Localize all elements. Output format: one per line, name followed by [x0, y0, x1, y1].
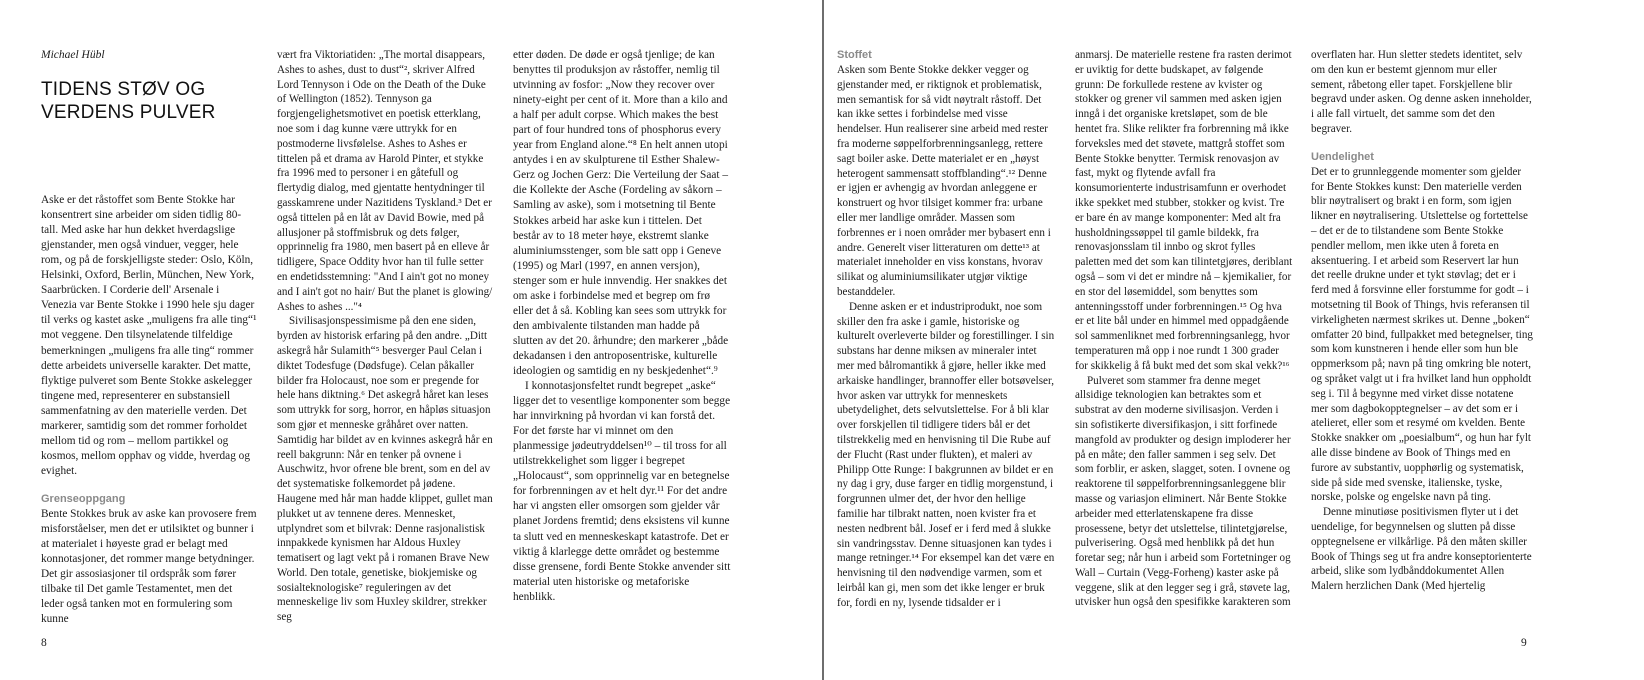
page-number-right: 9 — [1521, 637, 1527, 649]
body-paragraph: Denne minutiøse positivismen flyter ut i det uendelige, for begynnelsen og slutten på disse opptegnelsene er vilkårlige. På den måten skiller Book of Things seg ut fra andre konseptorienterte arbeid, slike som lydbånddokumentet Allen Malern herzlichen Dank (Med hjertelig — [1311, 506, 1532, 593]
body-paragraph: Asken som Bente Stokke dekker vegger og gjenstander med, er riktignok et problematisk, men semantisk for så vidt nøytralt råstoff. Det kan ikke settes i forbindelse med visse hendelser. Hun realiserer sine arbeid med rester fra moderne søppelforbrenningsanlegg, rettere sagt boiler aske. Dette materialet er en „høyst heterogent sammensatt stoffblanding“.¹² Denne er igjen er avhengig av hvordan anleggene er konstruert og hvor tilsiget kommer fra: urbane eller mer landlige områder. Massen som forbrennes er i noen områder mer bybasert enn i andre. Generelt viser litteraturen om dette¹³ at materialet inneholder en viss konstans, hvorav silikat og aluminiumsilikater utgjør viktige bestanddeler. — [837, 64, 1051, 298]
page-number-left: 8 — [41, 637, 47, 649]
right-page — [824, 0, 1644, 680]
right-column-3 — [1311, 48, 1533, 594]
right-column-2 — [1075, 48, 1293, 610]
body-paragraph: Pulveret som stammer fra denne meget allsidige teknologien kan betraktes som et substrat av den moderne sivilisasjon. Verden i sin sofistikerte diversifikasjon, i sitt forfinede mangfold av produkter og design imploderer her på en måte; den faller sammen i seg selv. Det som forblir, er asken, slagget, soten. I ovnene og reaktorene til søppelforbrenningsanleggene blir masse og variasjon eliminert. Når Bente Stokke arbeider med etterlatenskapene fra disse prosessene, betyr det utslettelse, tilintetgjørelse, pulverisering. Også med henblikk på det hun foretar seg; når hun i arbeid som Fortetninger og Wall – Curtain (Vegg-Forheng) kaster aske på veggene, slik at den legger seg i grå, støvete lag, utvisker hun også den spesifikke karakteren som — [1075, 374, 1291, 609]
body-paragraph: overflaten har. Hun sletter stedets identitet, selv om den kun er bestemt gjennom mur eller sement, råbetong eller tapet. Forskjellene blir begravd under asken. Og denne asken inneholder, i alle fall virtuelt, det samme som det den begraver. — [1311, 49, 1532, 135]
section-heading-grenseoppgang: Grenseoppgang — [41, 492, 126, 505]
right-column-1 — [837, 48, 1055, 610]
article-title-line-1: TIDENS STØV OG — [41, 79, 206, 101]
left-column-2 — [277, 48, 493, 625]
body-paragraph: Aske er det råstoffet som Bente Stokke har konsentrert sine arbeider om siden tidlig 80-tall. Med aske har hun dekket hverdagslige gjenstander, men også vinduer, vegger, hele rom, og på de forskjelligste steder: Oslo, Köln, Helsinki, Oxford, Berlin, München, New York, Saarbrücken. I Corderie dell' Arsenale i Venezia var Bente Stokke i 1990 hele sju dager til verks og kastet aske „muligens fra alle ting“¹ mot veggene. Den tilsynelatende tilfeldige bemerkningen „muligens fra alle ting“ rommer dette arbeidets universelle karakter. Det matte, flyktige pulveret som Bente Stokke askelegger tingene med, representerer en substansiell sammenfatning av den materielle verden. Det markerer, samtidig som det rommer forholdet mellom tid og rom – mellom partikkel og kosmos, mellom opphav og vidde, hverdag og evighet. — [41, 194, 257, 477]
body-paragraph: I konnotasjonsfeltet rundt begrepet „aske“ ligger det to vesentlige komponenter som begge har innvirkning på hvordan vi kan forstå det. For det første har vi minnet om den planmessige jødeutryddelsen¹⁰ – til tross for all utilstrekkelighet som ligger i begrepet „Holocaust“, som opprinnelig var en betegnelse for forbrenningen av et helt dyr.¹¹ For det andre har vi angsten eller omsorgen som gjelder vår planet Jordens fremtid; dens eksistens vil kunne ta slutt ved en menneskeskapt katastrofe. Det er viktig å klarlegge dette området og bestemme disse grensene, fordi Bente Stokke anvender sitt material uten historiske og metaforiske henblikk. — [513, 380, 731, 603]
section-heading-stoffet: Stoffet — [837, 49, 872, 61]
body-paragraph: anmarsj. De materielle restene fra rasten derimot er uviktig for dette budskapet, av følgende grunn: De forkullede restene av kvister og stokker og grener vil sammen med asken igjen inngå i det organiske kretsløpet, som de ble hentet fra. Slike relikter fra forbrenning må ikke forveksles med det støvete, mattgrå stoffet som Bente Stokke benytter. Termisk renovasjon av fast, mykt og flytende avfall fra konsumorienterte industrisamfunn er overhodet ikke spekket med stubber, stokker og kvist. Tre er bare én av mange komponenter: Med alt fra husholdningssøppel til gamle bildekk, fra renovasjonsslam til innbo og skrot fylles paletten med det som kan tilintetgjøres, deriblant også – som vi det er mindre nå – kjemikalier, for en stor del løsemiddel, som benyttes som antenningsstoff under forbrenningen.¹⁵ Og hva er et lite bål under en himmel med oppadgående sol sammenliknet med forbrenningsanlegg, hvor temperaturen må opp i noe rundt 1 300 grader for skikkelig å få bukt med det som skal vekk?¹⁶ — [1075, 49, 1293, 372]
article-title-line-2: VERDENS PULVER — [41, 102, 216, 124]
body-paragraph: Det er to grunnleggende momenter som gjelder for Bente Stokkes kunst: Den materielle verden blir nøytralisert og brakt i en form, som igjen likner en nøytralisering. Utslettelse og fortettelse – det er de to tilstandene som Bente Stokke pendler mellom, men ikke uten å foreta en aksentuering. I et arbeid som Reservert lar hun det reelle drukne under et tykt støvlag; det er i ferd med å forsvinne eller forstumme for godt – i motsetning til Book of Things, hvis referansen til virkeligheten nærmest skrikes ut. Denne „boken“ omfatter 20 bind, fullpakket med betegnelser, ting som kom kunstneren i hende eller som hun ble oppmerksom på; navn på ting omkring ble notert, og språket valgt ut i fra hvilket land hun oppholdt seg i. Til å begynne med virket disse notatene mer som dagbokopptegnelser – av det som er i atelieret, eller som et resymé om kvelden. Bente Stokke snakker om „poesialbum“, og hun har fylt alle disse bindene av Book of Things med en furore av substantiv, uopphørlig og systematisk, side på side med svenske, italienske, tyske, norske, polske og engelske navn på ting. — [1311, 165, 1533, 504]
body-paragraph: Sivilisasjonspessimisme på den ene siden, byrden av historisk erfaring på den andre. „Ditt askegrå hår Sulamith“⁵ besverger Paul Celan i diktet Todesfuge (Dødsfuge). Celan påkaller bilder fra Holocaust, noe som er pregende for hele hans diktning.⁶ Det askegrå håret kan leses som uttrykk for sorg, horror, en håpløs situasjon som gjør et menneske gråhåret over natten. Samtidig har bildet av en kvinnes askegrå hår en reell bakgrunn: Når en tenker på ovnene i Auschwitz, hvor ofrene ble brent, som en del av det systematiske folkemordet på jødene. Haugene med hår man hadde klippet, gullet man plukket ut av tennene deres. Mennesket, utplyndret som et bilvrak: Denne rasjonalistisk innpakkede kynismen har Aldous Huxley tematisert og lagt vekt på i romanen Brave New World. Den totale, genetiske, biokjemiske og sosialteknologiske⁷ reguleringen av det menneskelige liv som Huxley skildrer, strekker seg — [277, 315, 493, 624]
author-name: Michael Hübl — [41, 49, 105, 61]
body-paragraph: etter døden. De døde er også tjenlige; de kan benyttes til produksjon av råstoffer, nemlig til utvinning av fosfor: „Now they recover over ninety-eight per cent of it. More than a kilo and a half per adult corpse. Which makes the best part of four hundred tons of phosphorus every year from England alone.“⁸ En helt annen utopi antydes i en av skulpturene til Esther Shalew-Gerz og Jochen Gerz: Die Verteilung der Saat – die Kollekte der Asche (Fordeling av såkorn – Samling av aske), som i motsetning til Bente Stokkes arbeid har aske kun i tittelen. Det består av to 18 meter høye, ekstremt slanke aluminiumsstenger, som ble satt opp i Geneve (1995) og Marl (1997, en annen versjon), stenger som er hule innvendig. Her snakkes det om aske i forbindelse med et begrep om frø eller det å så. Kobling kan sees som uttrykk for den ambivalente tilstanden man hadde på slutten av det 20. århundre; den markerer „både dekadansen i den antroposentriske, kulturelle ideologien og samtidig en ny beskjedenhet“.⁹ — [513, 49, 729, 377]
section-heading-uendelighet: Uendelighet — [1311, 150, 1374, 163]
body-paragraph: Bente Stokkes bruk av aske kan provosere frem misforståelser, men det er utilsiktet og bunner i at materialet i høyeste grad er belagt med konnotasjoner, det rommer mange betydninger. Det gir assosiasjoner til ordspråk som fører tilbake til Det gamle Testamentet, men det leder også tanken mot en formulering som kunne — [41, 507, 257, 626]
left-column-1 — [41, 48, 257, 627]
left-column-3 — [513, 48, 731, 605]
body-paragraph: Denne asken er et industriprodukt, noe som skiller den fra aske i gamle, historiske og kulturelt overleverte bilder og forestillinger. I sin substans har denne miksen av mineraler intet mer med bålromantikk å gjøre, heller ikke med arkaiske handlinger, brannoffer eller botsøvelser, hvor asken var uttrykk for menneskets ubetydelighet, dets selvutslettelse. For å bli klar over forskjellen til tidligere tiders bål er det tilstrekkelig med en henvisning til Die Rube auf der Flucht (Rast under flukten), et maleri av Philipp Otte Runge: I bakgrunnen av bildet er en ny dag i gry, duse farger en tidlig morgenstund, i forgrunnen ulmer det, der hvor den hellige familie har tilbrakt natten, noen kvister fra et nesten nedbrent bål. Josef er i ferd med å slukke sin vandringsstav. Denne situasjonen kan tydes i mange retninger.¹⁴ For eksempel kan det være en henvisning til den nødvendige varmen, som et leirbål kan gi, men som det ikke lenger er bruk for, fordi en ny, lysende tidsalder er i — [837, 300, 1055, 609]
body-paragraph: vært fra Viktoriatiden: „The mortal disappears, Ashes to ashes, dust to dust“², skriver Alfred Lord Tennyson i Ode on the Death of the Duke of Wellington (1852). Tennyson ga forgjengelighetsmotivet en poetisk etterklang, noe som i dag kunne være uttrykk for en postmoderne livsfølelse. Ashes to Ashes er tittelen på et drama av Harold Pinter, et stykke fra 1996 med to personer i en gåtefull og flertydig dialog, med gjentatte hentydninger til gasskamrene under Nazitidens Tyskland.³ Det er også tittelen på en låt av David Bowie, med på allusjoner på stoffmisbruk og dets følger, opprinnelig fra 1980, men basert på en elleve år tidligere, Space Oddity hvor han til fulle setter en endetidsstemning: "And I ain't got no money and I ain't got no hair/ But the planet is glowing/ Ashes to ashes ..."⁴ — [277, 49, 493, 313]
